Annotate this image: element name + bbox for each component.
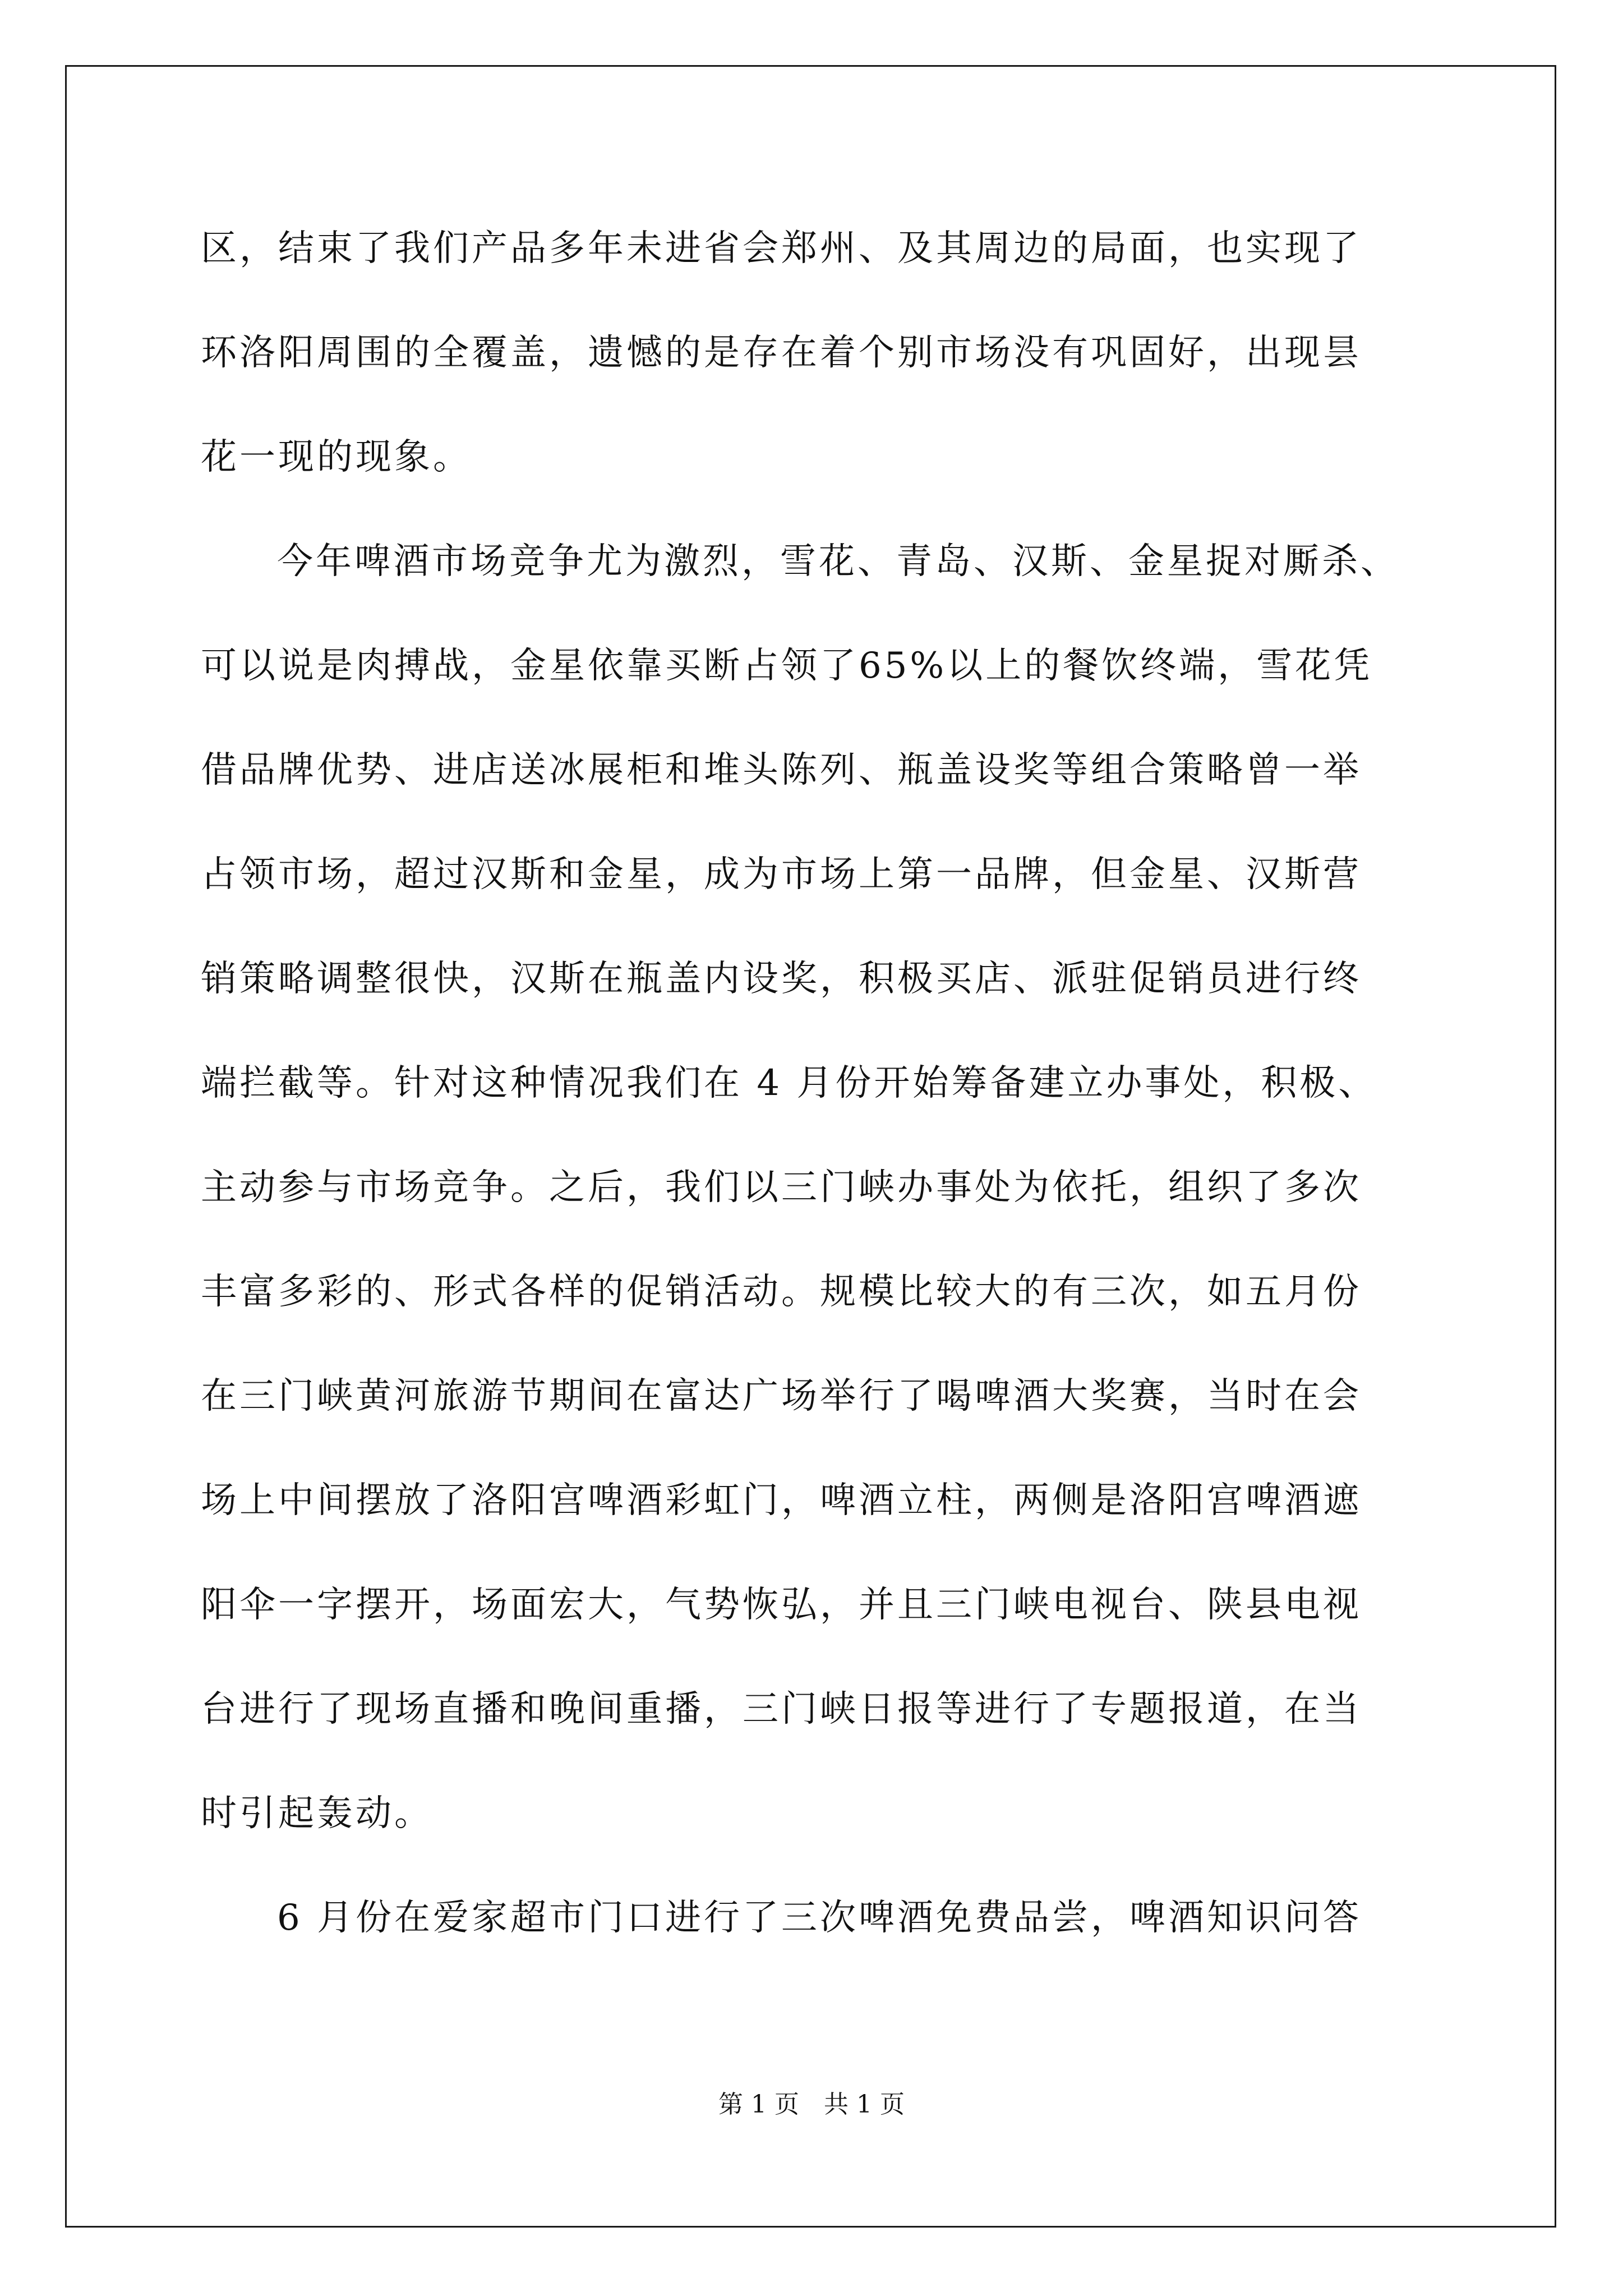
text-line: 花一现的现象。 xyxy=(201,436,472,478)
text-line: 时引起轰动。 xyxy=(201,1793,433,1834)
text-line: 可以说是肉搏战，金星依靠买断占领了65%以上的餐饮终端，雪花凭 xyxy=(201,645,1373,687)
text-line: 借品牌优势、进店送冰展柜和堆头陈列、瓶盖设奖等组合策略曾一举 xyxy=(201,749,1362,791)
text-line: 今年啤酒市场竞争尤为激烈，雪花、青岛、汉斯、金星捉对厮杀、 xyxy=(277,541,1399,582)
text-line: 区，结束了我们产品多年未进省会郑州、及其周边的局面，也实现了 xyxy=(201,228,1362,269)
text-line: 丰富多彩的、形式各样的促销活动。规模比较大的有三次，如五月份 xyxy=(201,1271,1362,1313)
text-line: 台进行了现场直播和晚间重播，三门峡日报等进行了专题报道，在当 xyxy=(201,1688,1362,1730)
text-line: 6 月份在爱家超市门口进行了三次啤酒免费品尝，啤酒知识问答 xyxy=(277,1897,1362,1939)
text-line: 在三门峡黄河旅游节期间在富达广场举行了喝啤酒大奖赛，当时在会 xyxy=(201,1375,1362,1417)
text-line: 端拦截等。针对这种情况我们在 4 月份开始筹备建立办事处，积极、 xyxy=(201,1062,1377,1104)
document-body xyxy=(201,196,1435,1970)
text-line: 主动参与市场竞争。之后，我们以三门峡办事处为依托，组织了多次 xyxy=(201,1167,1362,1208)
text-line: 销策略调整很快，汉斯在瓶盖内设奖，积极买店、派驻促销员进行终 xyxy=(201,958,1362,1000)
text-line: 场上中间摆放了洛阳宫啤酒彩虹门，啤酒立柱，两侧是洛阳宫啤酒遮 xyxy=(201,1480,1362,1521)
text-line: 占领市场，超过汉斯和金星，成为市场上第一品牌，但金星、汉斯营 xyxy=(201,854,1362,895)
text-line: 环洛阳周围的全覆盖，遗憾的是存在着个别市场没有巩固好，出现昙 xyxy=(201,332,1362,374)
text-line: 阳伞一字摆开，场面宏大，气势恢弘，并且三门峡电视台、陕县电视 xyxy=(201,1584,1362,1626)
page-number-footer: 第 1 页 共 1 页 xyxy=(718,2090,905,2119)
